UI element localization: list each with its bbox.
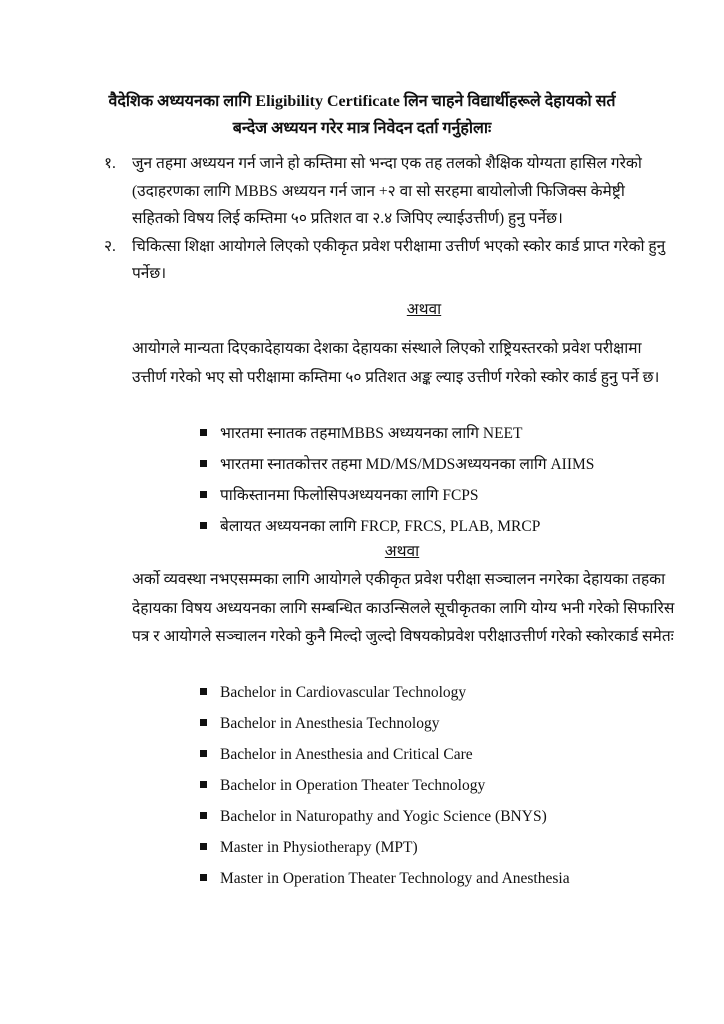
requirement-text: जुन तहमा अध्ययन गर्न जाने हो कम्तिमा सो भन्दा एक तह तलको शैक्षिक योग्यता हासिल गरेको (उदाहरणका लागि MBBS अध्ययन गर्न जान +२ वा सो सरहमा बायोलोजी फिजिक्स केमेष्ट्री सहितको विषय लिई कम्तिमा ५० प्रतिशत वा २.४ जिपिए ल्याईउत्तीर्ण) हुनु पर्नेछ।	[132, 155, 642, 227]
bullet-square-icon	[200, 719, 207, 726]
bullet-square-icon	[200, 491, 207, 498]
bullet-square-icon	[200, 688, 207, 695]
exam-item-text: भारतमा स्नातकोत्तर तहमा MD/MS/MDSअध्ययनका लागि AIIMS	[220, 456, 595, 473]
program-item	[198, 832, 668, 863]
title-line-1: वैदेशिक अध्ययनका लागि Eligibility Certificate लिन चाहने विद्यार्थीहरूले देहायको सर्त	[108, 93, 616, 110]
bullet-square-icon	[200, 781, 207, 788]
or-separator-1: अथवा	[406, 301, 442, 318]
program-item-text: Bachelor in Anesthesia Technology	[220, 715, 440, 732]
exam-item	[198, 480, 668, 511]
program-list	[198, 677, 668, 894]
program-item	[198, 863, 668, 894]
exam-item-text: भारतमा स्नातक तहमाMBBS अध्ययनका लागि NEET	[220, 425, 523, 442]
program-item	[198, 801, 668, 832]
bullet-square-icon	[200, 812, 207, 819]
requirements-list	[104, 150, 674, 288]
bullet-square-icon	[200, 874, 207, 881]
title-line-2: बन्देज अध्ययन गरेर मात्र निवेदन दर्ता गर्नुहोलाः	[232, 120, 492, 137]
exam-item-text: पाकिस्तानमा फिलोसिपअध्ययनका लागि FCPS	[220, 487, 479, 504]
requirement-item	[104, 150, 674, 233]
program-item-text: Master in Physiotherapy (MPT)	[220, 839, 418, 856]
exam-item	[198, 418, 668, 449]
or-separator-2: अथवा	[384, 543, 420, 560]
program-item	[198, 677, 668, 708]
document-title	[60, 88, 664, 142]
program-item-text: Master in Operation Theater Technology and Anesthesia	[220, 870, 570, 887]
program-item-text: Bachelor in Cardiovascular Technology	[220, 684, 467, 701]
requirement-text: चिकित्सा शिक्षा आयोगले लिएको एकीकृत प्रवेश परीक्षामा उत्तीर्ण भएको स्कोर कार्ड प्राप्त गरेको हुनु पर्नेछ।	[132, 237, 666, 282]
program-item	[198, 708, 668, 739]
program-item	[198, 739, 668, 770]
bullet-square-icon	[200, 750, 207, 757]
exam-item	[198, 511, 668, 542]
entrance-exam-paragraph: आयोगले मान्यता दिएकादेहायका देशका देहायका संस्थाले लिएको राष्ट्रियस्तरको प्रवेश परीक्षामा उत्तीर्ण गरेको भए सो परीक्षामा कम्तिमा ५० प्रतिशत अङ्क ल्याइ उत्तीर्ण गरेको स्कोर कार्ड हुनु पर्ने छ।	[132, 340, 660, 386]
exam-item	[198, 449, 668, 480]
program-item-text: Bachelor in Naturopathy and Yogic Science (BNYS)	[220, 808, 547, 825]
exam-item-text: बेलायत अध्ययनका लागि FRCP, FRCS, PLAB, MRCP	[220, 518, 541, 535]
alternative-arrangement-paragraph: अर्को व्यवस्था नभएसम्मका लागि आयोगले एकीकृत प्रवेश परीक्षा सञ्चालन नगरेका देहायका तहका देहायका विषय अध्ययनका लागि सम्बन्धित काउन्सिलले सूचीकृतका लागि योग्य भनी गरेको सिफारिस पत्र र आयोगले सञ्चालन गरेको कुनै मिल्दो जुल्दो विषयकोप्रवेश परीक्षाउत्तीर्ण गरेको स्कोरकार्ड समेतः	[132, 571, 675, 645]
program-item-text: Bachelor in Operation Theater Technology	[220, 777, 486, 794]
requirement-number: २.	[104, 237, 116, 255]
bullet-square-icon	[200, 460, 207, 467]
requirement-item	[104, 233, 674, 288]
requirement-number: १.	[104, 155, 116, 172]
bullet-square-icon	[200, 522, 207, 529]
program-item	[198, 770, 668, 801]
bullet-square-icon	[200, 429, 207, 436]
program-item-text: Bachelor in Anesthesia and Critical Care	[220, 746, 473, 763]
bullet-square-icon	[200, 843, 207, 850]
exam-list	[198, 418, 668, 542]
